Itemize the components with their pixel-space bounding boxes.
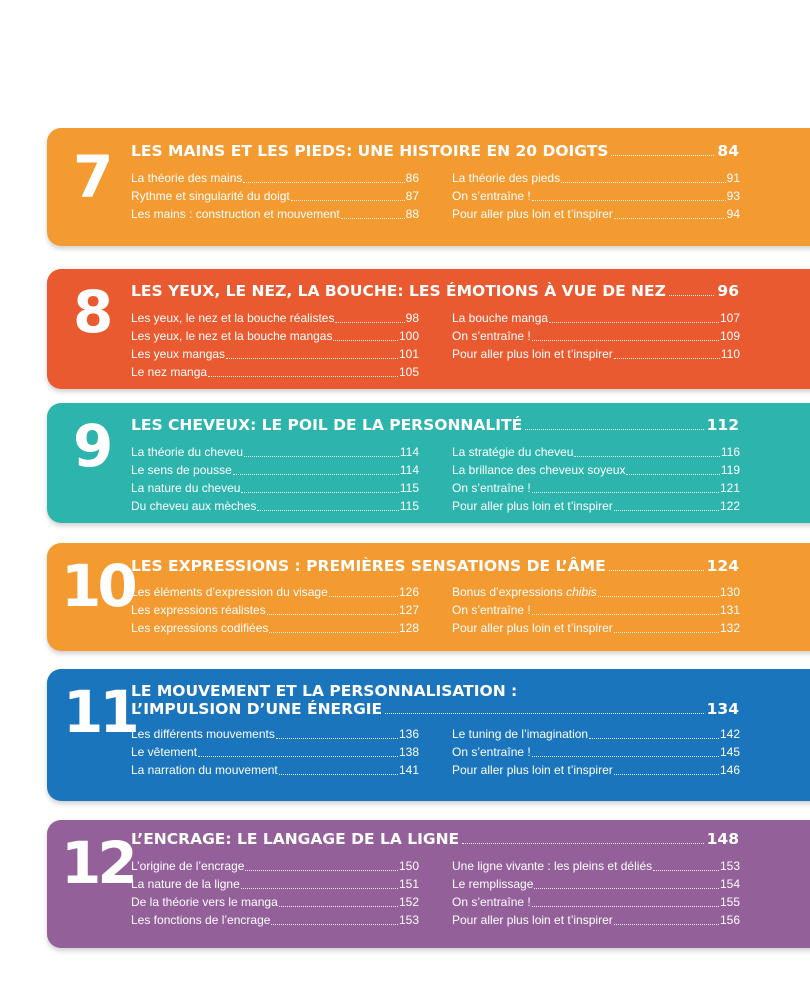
leader-dots [333, 340, 398, 341]
toc-entry-label: On s’entraîne ! [452, 603, 531, 617]
chapter-8-title: LES YEUX, LE NEZ, LA BOUCHE: LES ÉMOTIONS À VUE DE NEZ [131, 282, 666, 300]
chapter-12-number: 12 [61, 829, 134, 897]
leader-dots [532, 756, 719, 757]
toc-entry-label: Le nez manga [131, 365, 208, 379]
toc-entry-label: La narration du mouvement [131, 763, 278, 777]
toc-entry-label: La théorie des mains [131, 171, 243, 185]
leader-dots [614, 774, 719, 775]
toc-entry[interactable] [131, 345, 419, 363]
leader-dots [614, 510, 719, 511]
toc-entry-page: 153 [719, 859, 740, 873]
toc-entry[interactable] [131, 601, 419, 619]
toc-entry[interactable] [131, 911, 419, 929]
toc-entry[interactable] [131, 479, 419, 497]
chapter-10-page: 124 [706, 557, 739, 575]
toc-entry-page: 146 [719, 763, 740, 777]
chapter-12-right-list [452, 857, 740, 929]
chapter-11-left-list [131, 725, 419, 779]
toc-entry-page: 101 [398, 347, 419, 361]
toc-entry[interactable] [452, 893, 740, 911]
chapter-7-title-row[interactable] [131, 142, 739, 160]
chapter-11-title: L’IMPULSION D’UNE ÉNERGIE [131, 700, 383, 718]
chapter-8-right-list [452, 309, 740, 363]
toc-entry-page: 100 [398, 329, 419, 343]
toc-entry-page: 105 [398, 365, 419, 379]
toc-entry[interactable] [452, 443, 740, 461]
toc-entry[interactable] [452, 497, 740, 515]
toc-entry-label: La bouche manga [452, 311, 549, 325]
chapter-12-title: L’ENCRAGE: LE LANGAGE DE LA LIGNE [131, 830, 460, 848]
toc-entry-page: 130 [719, 585, 740, 599]
toc-entry-page: 116 [720, 445, 740, 459]
toc-entry[interactable] [452, 619, 740, 637]
toc-entry-page: 94 [726, 207, 740, 221]
toc-entry[interactable] [131, 169, 419, 187]
chapter-8-title-row[interactable] [131, 282, 739, 300]
leader-dots [245, 870, 398, 871]
toc-entry[interactable] [131, 619, 419, 637]
toc-entry-page: 115 [399, 481, 419, 495]
chapter-9-number: 9 [73, 412, 110, 480]
chapter-10-band [47, 543, 810, 651]
toc-entry-page: 132 [719, 621, 740, 635]
toc-entry[interactable] [452, 327, 740, 345]
leader-dots [385, 713, 703, 714]
leader-dots [198, 756, 398, 757]
leader-dots [276, 738, 398, 739]
toc-entry-page: 119 [720, 463, 740, 477]
toc-entry-page: 91 [726, 171, 740, 185]
toc-entry[interactable] [452, 187, 740, 205]
toc-entry-label: Le sens de pousse [131, 463, 232, 477]
toc-entry[interactable] [452, 601, 740, 619]
leader-dots [279, 774, 398, 775]
toc-entry-page: 131 [719, 603, 740, 617]
toc-entry-label: Le tuning de l’imagination [452, 727, 589, 741]
leader-dots [271, 924, 398, 925]
toc-entry[interactable] [131, 583, 419, 601]
toc-entry-label: Rythme et singularité du doigt [131, 189, 290, 203]
toc-entry-label: Les expressions réalistes [131, 603, 266, 617]
leader-dots [532, 614, 719, 615]
leader-dots [561, 182, 726, 183]
chapter-7-left-list [131, 169, 419, 223]
toc-entry-label: Les yeux, le nez et la bouche mangas [131, 329, 333, 343]
toc-entry-label: Pour aller plus loin et t’inspirer [452, 913, 613, 927]
toc-entry-page: 145 [719, 745, 740, 759]
chapter-11-title-row[interactable] [131, 700, 739, 718]
chapter-10-title-row[interactable] [131, 557, 739, 575]
toc-entry[interactable] [452, 911, 740, 929]
toc-entry-page: 150 [398, 859, 419, 873]
chapter-12-title-row[interactable] [131, 830, 739, 848]
toc-entry-label: Pour aller plus loin et t’inspirer [452, 347, 613, 361]
toc-entry-page: 114 [399, 445, 419, 459]
chapter-7-number: 7 [73, 143, 110, 211]
toc-entry-label: Pour aller plus loin et t’inspirer [452, 499, 613, 513]
leader-dots [241, 492, 398, 493]
toc-entry-label-text: Bonus d’expressions [452, 585, 567, 599]
chapter-7-page: 84 [717, 142, 739, 160]
leader-dots [233, 474, 399, 475]
chapter-11-title-line1: LE MOUVEMENT ET LA PERSONNALISATION : [131, 682, 518, 700]
toc-entry-label [452, 583, 597, 601]
chapter-9-title: LES CHEVEUX: LE POIL DE LA PERSONNALITÉ [131, 416, 523, 434]
toc-entry-label: La nature de la ligne [131, 877, 240, 891]
toc-entry[interactable] [452, 479, 740, 497]
toc-entry-page: 121 [719, 481, 740, 495]
leader-dots [462, 843, 703, 844]
toc-entry-page: 87 [405, 189, 419, 203]
toc-entry-label: Les différents mouvements [131, 727, 275, 741]
toc-entry[interactable] [452, 205, 740, 223]
toc-entry-page: 127 [398, 603, 419, 617]
toc-entry-label: Le vêtement [131, 745, 198, 759]
chapter-9-band [47, 403, 810, 523]
toc-entry-page: 136 [398, 727, 419, 741]
toc-entry-label: La théorie du cheveu [131, 445, 244, 459]
toc-entry[interactable] [131, 761, 419, 779]
toc-entry-label: La stratégie du cheveu [452, 445, 574, 459]
toc-entry-page: 115 [399, 499, 419, 513]
toc-entry-label: Les yeux, le nez et la bouche réalistes [131, 311, 335, 325]
toc-entry[interactable] [131, 327, 419, 345]
toc-entry-label: La brillance des cheveux soyeux [452, 463, 626, 477]
leader-dots [574, 456, 719, 457]
toc-entry-page: 155 [719, 895, 740, 909]
chapter-8-page: 96 [717, 282, 739, 300]
toc-entry[interactable] [131, 309, 419, 327]
toc-entry-page: 156 [719, 913, 740, 927]
chapter-11-right-list [452, 725, 740, 779]
leader-dots [614, 924, 719, 925]
chapter-8-band [47, 269, 810, 389]
leader-dots [614, 632, 719, 633]
toc-entry-label: De la théorie vers le manga [131, 895, 278, 909]
chapter-12-left-list [131, 857, 419, 929]
toc-entry[interactable] [452, 345, 740, 363]
toc-entry-label: On s’entraîne ! [452, 329, 531, 343]
toc-entry-label: On s’entraîne ! [452, 481, 531, 495]
chapter-10-number: 10 [61, 552, 134, 620]
toc-entry-page: 98 [405, 311, 419, 325]
toc-entry-page: 153 [398, 913, 419, 927]
leader-dots [525, 429, 703, 430]
leader-dots [532, 492, 719, 493]
leader-dots [267, 614, 398, 615]
toc-entry-page: 109 [719, 329, 740, 343]
chapter-10-title: LES EXPRESSIONS : PREMIÈRES SENSATIONS DE L’ÂME [131, 557, 606, 575]
toc-entry[interactable] [452, 309, 740, 327]
leader-dots [257, 510, 398, 511]
toc-entry[interactable] [452, 583, 740, 601]
chapter-12-page: 148 [706, 830, 739, 848]
toc-entry[interactable] [131, 893, 419, 911]
leader-dots [598, 596, 719, 597]
toc-entry-label: Une ligne vivante : les pleins et déliés [452, 859, 653, 873]
leader-dots [243, 182, 404, 183]
leader-dots [626, 474, 719, 475]
toc-entry-label: La nature du cheveu [131, 481, 241, 495]
toc-entry-page: 114 [399, 463, 419, 477]
toc-entry[interactable] [131, 743, 419, 761]
chapter-11-number: 11 [63, 678, 136, 746]
toc-entry-page: 138 [398, 745, 419, 759]
chapter-11-page: 134 [706, 700, 739, 718]
toc-entry[interactable] [131, 497, 419, 515]
toc-entry-page: 93 [726, 189, 740, 203]
chapter-12-band [47, 820, 810, 948]
leader-dots [269, 632, 398, 633]
chapter-7-band [47, 128, 810, 246]
toc-entry[interactable] [452, 461, 740, 479]
toc-entry-page: 152 [398, 895, 419, 909]
leader-dots [614, 358, 720, 359]
toc-entry-label: On s’entraîne ! [452, 895, 531, 909]
toc-entry-label: On s’entraîne ! [452, 189, 531, 203]
toc-entry[interactable] [131, 461, 419, 479]
leader-dots [653, 870, 719, 871]
toc-entry[interactable] [131, 205, 419, 223]
toc-entry[interactable] [452, 875, 740, 893]
toc-entry-page: 107 [719, 311, 740, 325]
leader-dots [532, 200, 726, 201]
leader-dots [329, 596, 398, 597]
toc-entry[interactable] [452, 761, 740, 779]
toc-entry-page: 154 [719, 877, 740, 891]
toc-entry[interactable] [131, 363, 419, 381]
leader-dots [335, 322, 404, 323]
leader-dots [226, 358, 398, 359]
leader-dots [279, 906, 398, 907]
leader-dots [241, 888, 398, 889]
leader-dots [614, 218, 726, 219]
chapter-9-left-list [131, 443, 419, 515]
leader-dots [534, 888, 719, 889]
toc-entry-label: On s’entraîne ! [452, 745, 531, 759]
leader-dots [609, 570, 704, 571]
leader-dots [549, 322, 719, 323]
toc-entry[interactable] [452, 725, 740, 743]
toc-entry-label: La théorie des pieds [452, 171, 561, 185]
chapter-8-left-list [131, 309, 419, 381]
leader-dots [532, 906, 719, 907]
toc-entry[interactable] [452, 169, 740, 187]
leader-dots [244, 456, 399, 457]
toc-entry[interactable] [131, 857, 419, 875]
chapter-9-title-row[interactable] [131, 416, 739, 434]
toc-entry-page: 88 [405, 207, 419, 221]
toc-entry-label-italic: chibis [566, 585, 597, 599]
toc-entry-label: Les yeux mangas [131, 347, 226, 361]
leader-dots [291, 200, 405, 201]
toc-entry-label: Pour aller plus loin et t’inspirer [452, 763, 613, 777]
leader-dots [589, 738, 719, 739]
chapter-9-page: 112 [706, 416, 739, 434]
toc-entry-page: 128 [398, 621, 419, 635]
chapter-11-band [47, 669, 810, 801]
toc-entry-page: 110 [720, 347, 740, 361]
toc-entry-label: Du cheveu aux mèches [131, 499, 257, 513]
toc-entry-page: 151 [398, 877, 419, 891]
leader-dots [341, 218, 405, 219]
toc-entry-page: 141 [398, 763, 419, 777]
toc-entry[interactable] [131, 875, 419, 893]
toc-entry[interactable] [452, 743, 740, 761]
toc-entry[interactable] [452, 857, 740, 875]
toc-entry[interactable] [131, 725, 419, 743]
toc-entry-label: Pour aller plus loin et t’inspirer [452, 207, 613, 221]
leader-dots [208, 376, 398, 377]
chapter-8-number: 8 [73, 278, 110, 346]
toc-entry[interactable] [131, 187, 419, 205]
chapter-7-right-list [452, 169, 740, 223]
leader-dots [669, 295, 715, 296]
toc-entry-page: 142 [719, 727, 740, 741]
toc-entry-label: Le remplissage [452, 877, 534, 891]
toc-entry-label: Les expressions codifiées [131, 621, 269, 635]
chapter-9-right-list [452, 443, 740, 515]
toc-entry-label: Les éléments d’expression du visage [131, 585, 328, 599]
toc-entry-page: 86 [405, 171, 419, 185]
leader-dots [611, 155, 714, 156]
toc-entry-label: L’origine de l’encrage [131, 859, 245, 873]
chapter-10-right-list [452, 583, 740, 637]
chapter-10-left-list [131, 583, 419, 637]
toc-entry-page: 122 [719, 499, 740, 513]
chapter-7-title: LES MAINS ET LES PIEDS: UNE HISTOIRE EN 20 DOIGTS [131, 142, 609, 160]
toc-entry[interactable] [131, 443, 419, 461]
leader-dots [532, 340, 719, 341]
toc-entry-label: Les mains : construction et mouvement [131, 207, 340, 221]
toc-entry-page: 126 [398, 585, 419, 599]
toc-entry-label: Les fonctions de l’encrage [131, 913, 271, 927]
toc-entry-label: Pour aller plus loin et t’inspirer [452, 621, 613, 635]
